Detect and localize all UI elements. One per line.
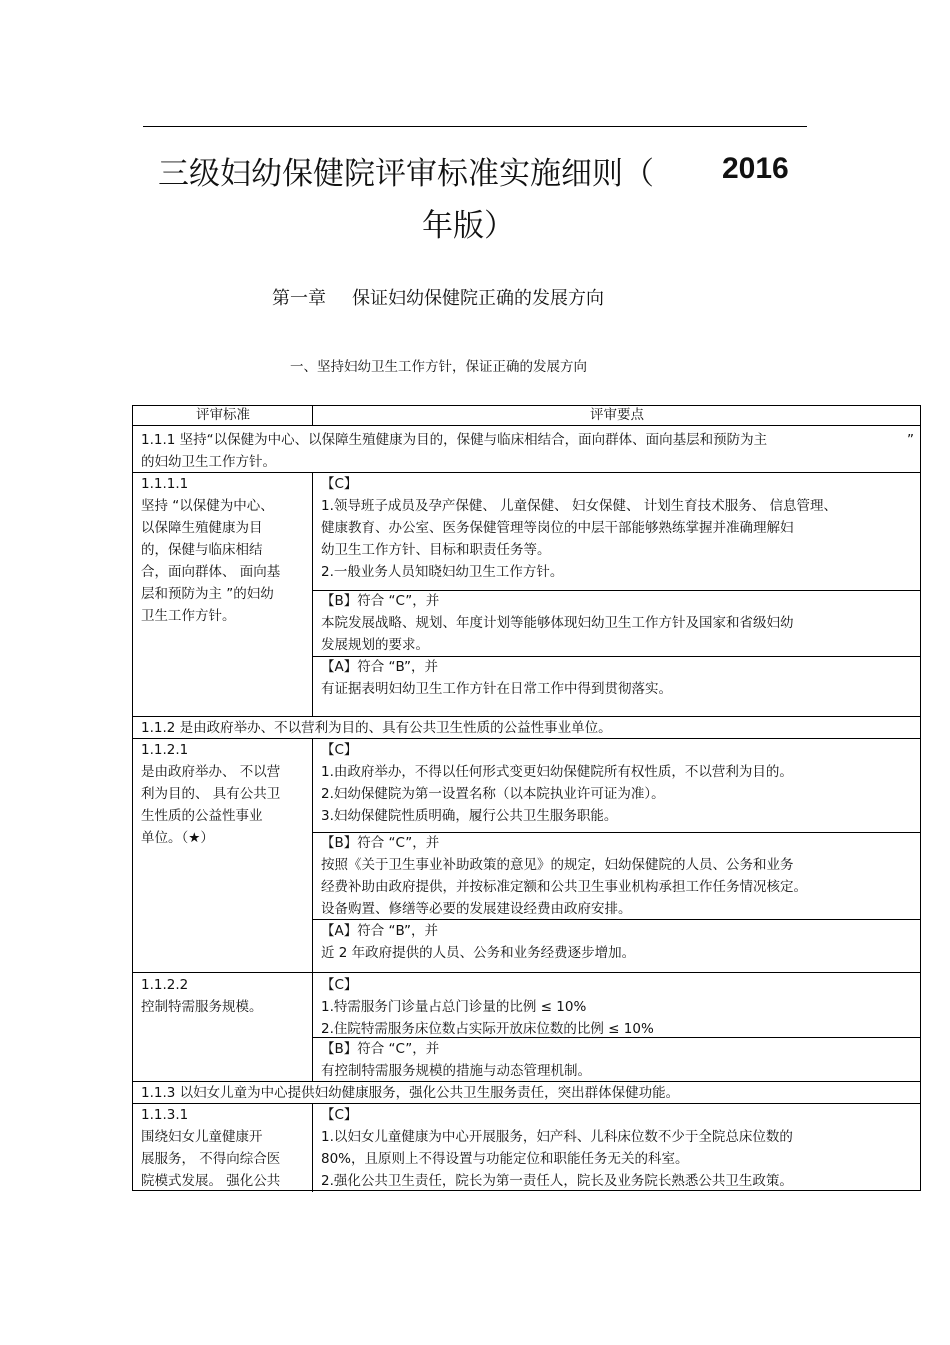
document-title-year: 2016 [722,152,789,185]
std-line: 院模式发展。 强化公共 [141,1173,281,1189]
standard-1-1-2-2 [133,974,313,1082]
std-line: 围绕妇女儿童健康开 [141,1129,263,1145]
chapter-title: 保证妇幼保健院正确的发展方向 [352,288,604,309]
std-line: 坚持 “以保健为中心、 [141,498,274,514]
grade-line: 发展规划的要求。 [321,637,429,653]
standard-1-1-1-line2: 的妇幼卫生工作方针。 [141,454,276,470]
standard-1-1-1-line1: 1.1.1 坚持“以保健为中心、以保障生殖健康为目的，保健与临床相结合，面向群体、面向基层和预防为主 [141,432,768,448]
table-rule [133,472,920,473]
grade-line: 本院发展战略、规划、年度计划等能够体现妇幼卫生工作方针及国家和省级妇幼 [321,615,794,631]
grade-c-1-1-3-1 [313,1104,921,1192]
standard-1-1-1-1 [133,473,313,719]
grade-c-1-1-2-2 [313,974,921,1039]
grade-b-1-1-1-1 [313,590,921,656]
grade-line: 幼卫生工作方针、目标和职责任务等。 [321,542,551,558]
grade-line: 2.强化公共卫生责任，院长为第一责任人，院长及业务院长熟悉公共卫生政策。 [321,1173,793,1189]
column-rule [312,406,313,426]
std-line: 展服务， 不得向综合医 [141,1151,281,1167]
standard-1-1-3: 1.1.3 以妇女儿童为中心提供妇幼健康服务，强化公共卫生服务责任，突出群体保健功能。 [141,1085,680,1101]
section-heading: 一、坚持妇幼卫生工作方针，保证正确的发展方向 [290,359,587,375]
grade-b-1-1-2-2 [313,1038,921,1082]
review-standards-table [132,405,921,1191]
grade-line: 1.特需服务门诊量占总门诊量的比例 ≤ 10% [321,999,587,1015]
std-line: 层和预防为主 ”的妇幼 [141,586,274,602]
grade-line: 2.住院特需服务床位数占实际开放床位数的比例 ≤ 10% [321,1021,654,1037]
std-line: 的，保健与临床相结 [141,542,263,558]
std-line: 合，面向群体、 面向基 [141,564,281,580]
table-rule [133,738,920,739]
std-line: 控制特需服务规模。 [141,999,263,1015]
grade-line: 有证据表明妇幼卫生工作方针在日常工作中得到贯彻落实。 [321,681,672,697]
grade-line: 【A】符合 “B”，并 [321,923,439,939]
table-rule [313,1037,920,1038]
std-line: 是由政府举办、 不以营 [141,764,281,780]
grade-line: 80%，且原则上不得设置与功能定位和职能任务无关的科室。 [321,1151,689,1167]
chapter-heading [272,284,604,310]
grade-line: 1.领导班子成员及孕产保健、 儿童保健、 妇女保健、 计划生育技术服务、 信息管理、 [321,498,838,514]
table-rule [313,656,920,657]
grade-line: 3.妇幼保健院性质明确，履行公共卫生服务职能。 [321,808,618,824]
grade-line: 1.由政府举办，不得以任何形式变更妇幼保健院所有权性质，不以营利为目的。 [321,764,793,780]
std-line: 卫生工作方针。 [141,608,236,624]
table-rule [133,1103,920,1104]
grade-line: 经费补助由政府提供，并按标准定额和公共卫生事业机构承担工作任务情况核定。 [321,879,807,895]
column-rule [312,1103,313,1192]
grade-line: 【B】符合 “C”，并 [321,835,440,851]
document-title-line1: 三级妇幼保健院评审标准实施细则（ [158,156,654,192]
standard-1-1-1-quote: ” [907,432,914,448]
std-line: 生性质的公益性事业 [141,808,263,824]
grade-b-1-1-2-1 [313,832,921,920]
std-line: 单位。（★） [141,830,214,846]
top-rule [143,126,807,127]
grade-line: 2.一般业务人员知晓妇幼卫生工作方针。 [321,564,564,580]
grade-line: 近 2 年政府提供的人员、公务和业务经费逐步增加。 [321,945,636,961]
grade-line: 按照《关于卫生事业补助政策的意见》的规定，妇幼保健院的人员、公务和业务 [321,857,794,873]
standard-1-1-3-1 [133,1104,313,1192]
grade-line: 【C】 [321,742,358,758]
grade-line: 【B】符合 “C”，并 [321,593,440,609]
table-rule [133,972,920,973]
std-line: 1.1.3.1 [141,1107,189,1123]
standard-1-1-1 [133,429,921,473]
header-key-points: 评审要点 [590,407,644,423]
grade-line: 【C】 [321,476,358,492]
std-line: 1.1.2.2 [141,977,189,993]
document-title-line2: 年版） [422,208,515,244]
table-rule [313,919,920,920]
grade-a-1-1-2-1 [313,920,921,972]
std-line: 1.1.2.1 [141,742,189,758]
grade-line: 设备购置、修缮等必要的发展建设经费由政府安排。 [321,901,632,917]
std-line: 利为目的、 具有公共卫 [141,786,281,802]
grade-line: 【A】符合 “B”，并 [321,659,439,675]
column-rule [312,738,313,1082]
grade-line: 有控制特需服务规模的措施与动态管理机制。 [321,1063,591,1079]
grade-c-1-1-2-1 [313,739,921,832]
header-standard: 评审标准 [196,407,250,423]
grade-line: 【C】 [321,977,358,993]
table-rule [313,590,920,591]
table-rule [133,425,920,426]
grade-line: 健康教育、办公室、医务保健管理等岗位的中层干部能够熟练掌握并准确理解妇 [321,520,794,536]
std-line: 1.1.1.1 [141,476,189,492]
grade-line: 1.以妇女儿童健康为中心开展服务，妇产科、儿科床位数不少于全院总床位数的 [321,1129,793,1145]
std-line: 以保障生殖健康为目 [141,520,263,536]
grade-line: 【B】符合 “C”，并 [321,1041,440,1057]
column-rule [312,472,313,717]
table-rule [313,832,920,833]
table-rule [133,1081,920,1082]
table-rule [133,716,920,717]
grade-line: 2.妇幼保健院为第一设置名称（以本院执业许可证为准）。 [321,786,665,802]
grade-line: 【C】 [321,1107,358,1123]
grade-c-1-1-1-1 [313,473,921,590]
chapter-label: 第一章 [272,288,326,309]
standard-1-1-2: 1.1.2 是由政府举办、不以营利为目的、具有公共卫生性质的公益性事业单位。 [141,720,612,736]
standard-1-1-2-1 [133,739,313,972]
grade-a-1-1-1-1 [313,656,921,719]
